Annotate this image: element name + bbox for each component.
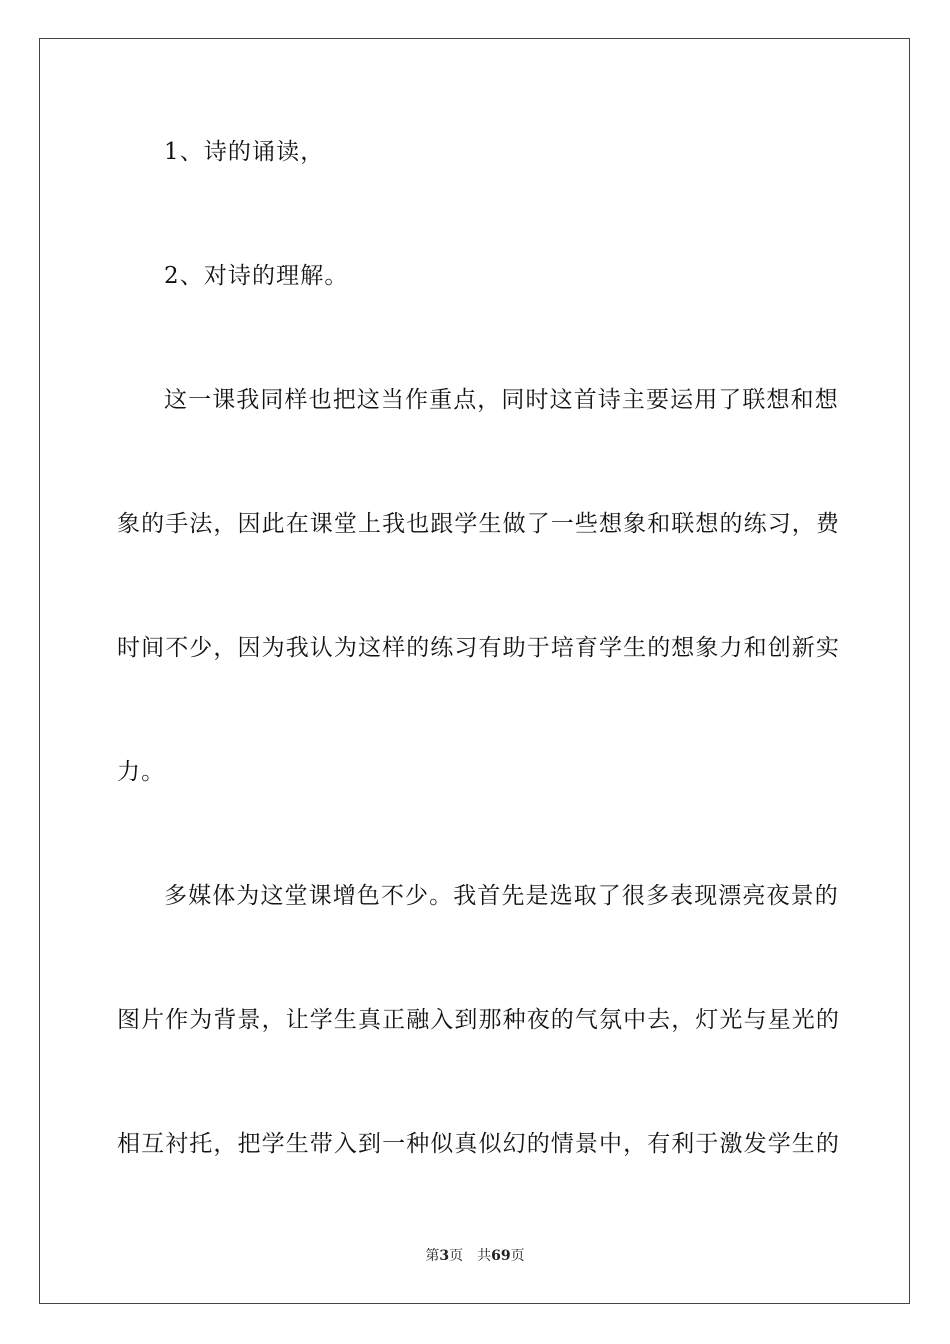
paragraph-1-line-3: 时间不少，因为我认为这样的练习有助于培育学生的想象力和创新实 [117, 635, 840, 661]
list-item-2: 2、对诗的理解。 [164, 263, 349, 289]
paragraph-2-line-3: 相互衬托，把学生带入到一种似真似幻的情景中，有利于激发学生的 [117, 1131, 840, 1157]
total-suffix: 页 [510, 1248, 525, 1264]
total-prefix: 共 [477, 1248, 492, 1264]
current-page-number: 3 [439, 1248, 450, 1264]
page-prefix: 第 [425, 1248, 440, 1264]
paragraph-1-line-4: 力。 [117, 759, 166, 785]
paragraph-1-line-1: 这一课我同样也把这当作重点，同时这首诗主要运用了联想和想 [164, 387, 839, 413]
paragraph-1-line-2: 象的手法，因此在课堂上我也跟学生做了一些想象和联想的练习，费 [117, 511, 840, 537]
list-item-1: 1、诗的诵读， [164, 139, 325, 165]
paragraph-2-line-1: 多媒体为这堂课增色不少。我首先是选取了很多表现漂亮夜景的 [164, 883, 839, 909]
page-suffix: 页 [449, 1248, 464, 1264]
total-page-count: 69 [491, 1248, 511, 1264]
paragraph-2-line-2: 图片作为背景，让学生真正融入到那种夜的气氛中去，灯光与星光的 [117, 1007, 840, 1033]
page-footer [0, 1246, 950, 1266]
